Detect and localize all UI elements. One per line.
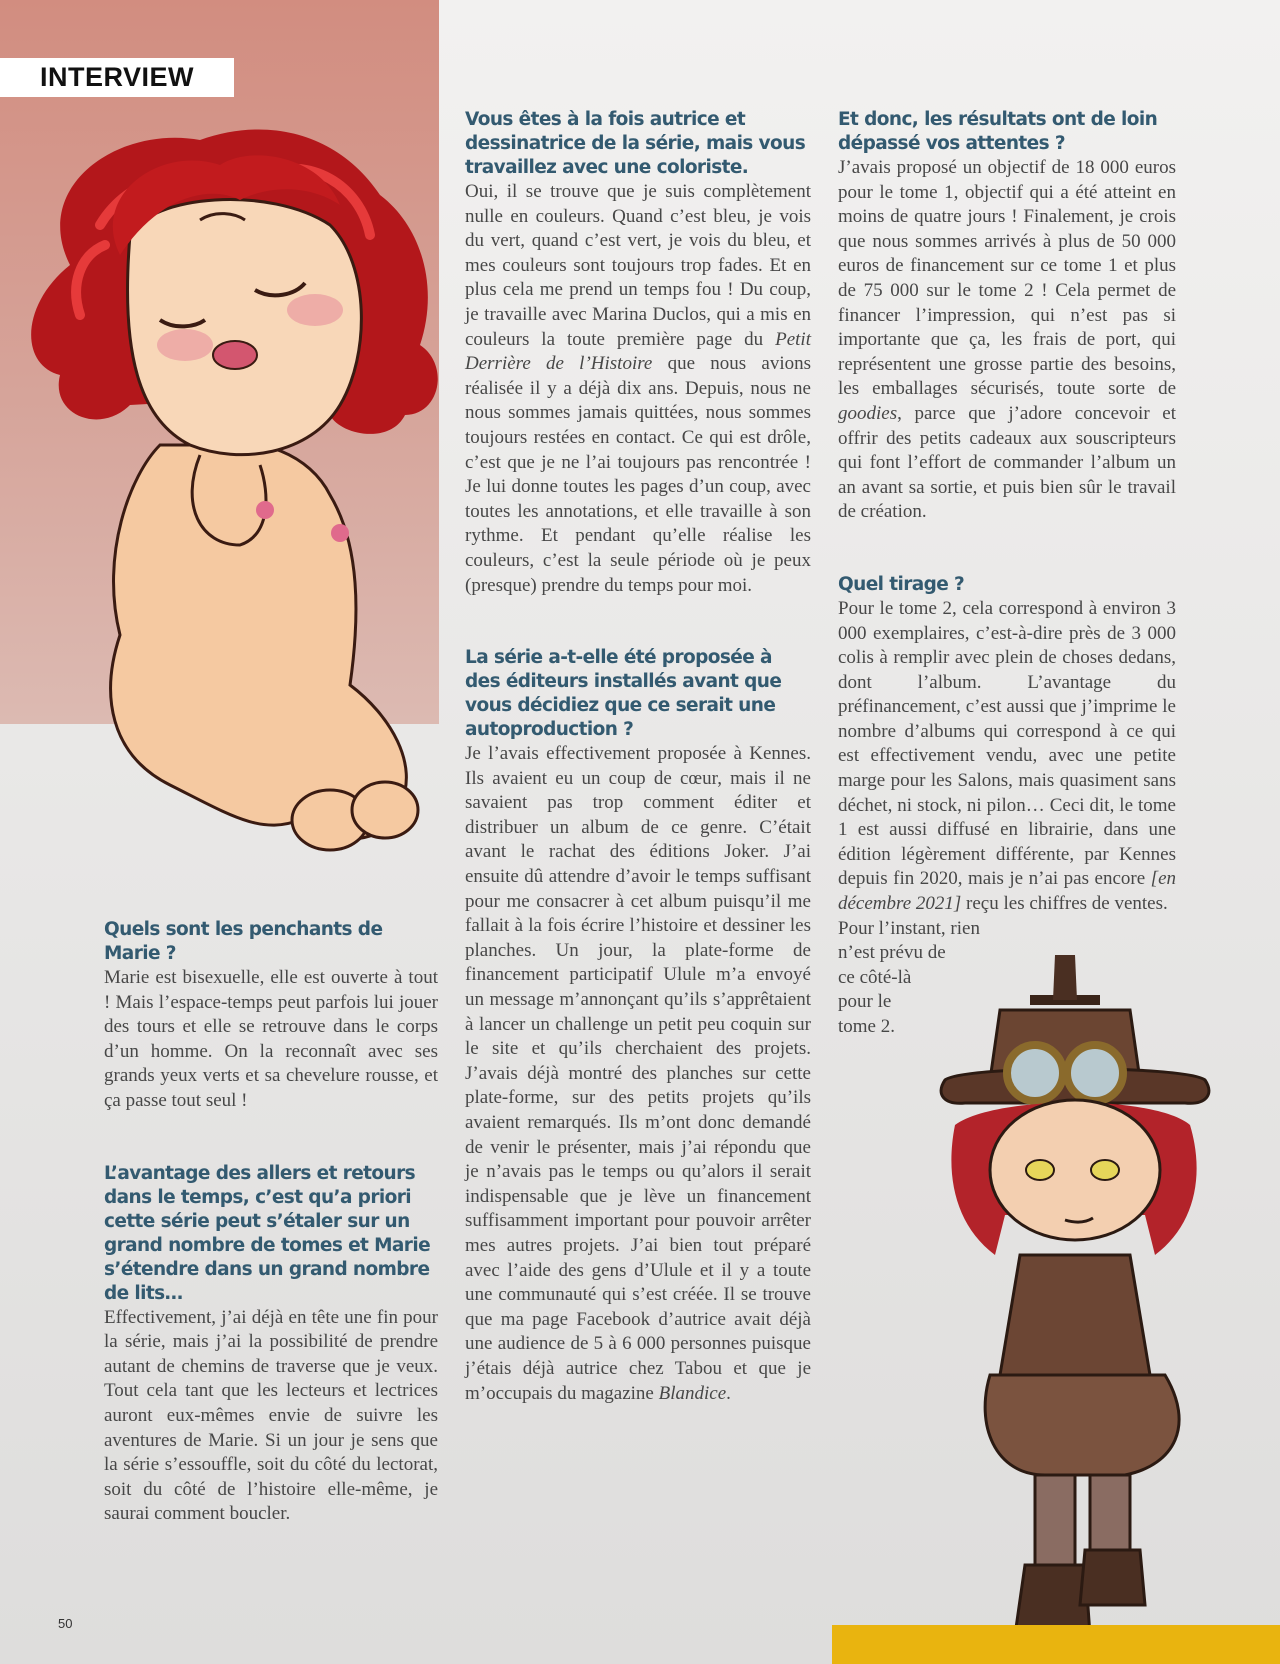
section-tag-label: INTERVIEW [40, 62, 195, 92]
answer-paragraph-end: Pour l’instant, rien n’est prévu de ce côté-là pour le tome 2. [838, 917, 980, 1037]
answer-paragraph: Je l’avais effectivement proposée à Kennes. Ils avaient eu un coup de cœur, mais il ne savaient pas trop comment éditer et distribuer un album de ce genre. C’était avant le rachat des éditions Joker. J’ai ensuite dû attendre d’avoir le temps suffisant pour me consacrer à cet album puisqu’il me fallait à la fois écrire l’histoire et dessiner les planches. Un jour, la plate-forme de financement participatif Ulule m’a envoyé un message m’annonçant qu’ils s’apprêtaient à lancer un challenge un petit peu coquin sur le site et qu’ils cherchaient des projets. J’avais déjà montré des planches sur cette plate-forme, sur des petits projets qu’ils avaient remarqués. Ils m’ont donc demandé de venir le présenter, mais j’ai répondu que je n’avais pas le temps ou qu’alors il serait indispensable que je lève un financement suffisamment important pour pouvoir arrêter mes autres projets. J’ai bien tout préparé avec l’aide des gens d’Ulule et il y a toute une communauté qui s’est créée. Il se trouve que ma page Facebook d’autrice avait déjà une audience de 5 à 6 000 personnes puisque j’étais déjà autrice chez Tabou et que je m’occupais du magazine Blandice. [465, 743, 811, 1404]
right-character-illustration [905, 955, 1250, 1645]
answer-paragraph: Effectivement, j’ai déjà en tête une fin pour la série, mais j’ai la possibilité de prendre autant de chemins de traverse que je veux. Tout cela tant que les lecteurs et lectrices auront eux-mêmes envie de suivre les aventures de Marie. Si un jour je sens que la série s’essouffle, soit du côté du lectorat, soit du côté de l’histoire elle-même, je saurai comment boucler. [104, 1306, 438, 1525]
section-tag [0, 58, 234, 97]
yellow-footer-bar [832, 1625, 1280, 1664]
question-heading: L’avantage des allers et retours dans le temps, c’est qu’a priori cette série peut s’étaler sur un grand nombre de tomes et Marie s’étendre dans un grand nombre de lits… [104, 1162, 431, 1304]
question-heading: Vous êtes à la fois autrice et dessinatrice de la série, mais vous travaillez avec une coloriste. [465, 109, 806, 178]
question-heading: La série a-t-elle été proposée à des éditeurs installés avant que vous décidiez que ce serait une autoproduction ? [465, 647, 782, 741]
answer-paragraph: Pour le tome 2, cela correspond à environ 3 000 exemplaires, c’est-à-dire près de 3 000 colis à remplir avec plein de choses dedans, dont l’album. L’avantage du préfinancement, c’est aussi que j’imprime le nombre d’albums qui correspond à ce qui est effectivement vendu, avec une petite marge pour les Salons, mais quasiment sans déchet, ni stock, ni pilon… Ceci dit, le tome 1 est aussi diffusé en librairie, dans une édition légèrement différente, par Kennes depuis fin 2020, mais je n’ai pas encore [en décembre 2021] reçu les chiffres de ventes. [838, 597, 1176, 915]
answer-paragraph: Marie est bisexuelle, elle est ouverte à tout ! Mais l’espace-temps peut parfois lui jouer des tours et elle se retrouve dans le corps d’un homme. On la reconnaît avec ses grands yeux verts et sa chevelure rousse, et ça passe tout seul ! [104, 967, 438, 1111]
column-3 [838, 108, 1176, 1040]
answer-paragraph: J’avais proposé un objectif de 18 000 euros pour le tome 1, objectif qui a été atteint en moins de quatre jours ! Finalement, je crois que nous sommes arrivés à plus de 50 000 euros de financement sur ce tome 1 et plus de 75 000 sur le tome 2 ! Cela permet de financer l’impression, qui n’est pas si importante que ça, les frais de port, qui représentent une grosse partie des besoins, les emballages sécurisés, toute sorte de goodies, parce que j’adore concevoir et offrir des petits cadeaux aux souscripteurs qui font l’effort de commander l’album un an avant sa sortie, et puis bien sûr le travail de création. [838, 157, 1176, 523]
left-character-illustration [10, 115, 450, 890]
page-number: 50 [58, 1616, 73, 1631]
question-heading: Quel tirage ? [838, 573, 965, 595]
column-1 [104, 918, 438, 1527]
question-heading: Quels sont les penchants de Marie ? [104, 919, 383, 964]
question-heading: Et donc, les résultats ont de loin dépassé vos attentes ? [838, 109, 1158, 154]
answer-paragraph: Oui, il se trouve que je suis complètement nulle en couleurs. Quand c’est bleu, je vois du vert, quand c’est vert, je vois du bleu, et mes couleurs sont toujours trop fades. Et en plus cela me prend un temps fou ! Du coup, je travaille avec Marina Duclos, qui a mis en couleurs la toute première page du Petit Derrière de l’Histoire que nous avions réalisée il y a déjà dix ans. Depuis, nous ne nous sommes jamais quittées, nous sommes toujours restées en contact. Ce qui est drôle, c’est que je ne l’ai toujours pas rencontrée ! Je lui donne toutes les pages d’un coup, avec toutes les annotations, et elle travaille à son rythme. Et pendant qu’elle réalise les couleurs, c’est la seule période où je peux (presque) prendre du temps pour moi. [465, 181, 811, 596]
column-2 [465, 108, 811, 1406]
